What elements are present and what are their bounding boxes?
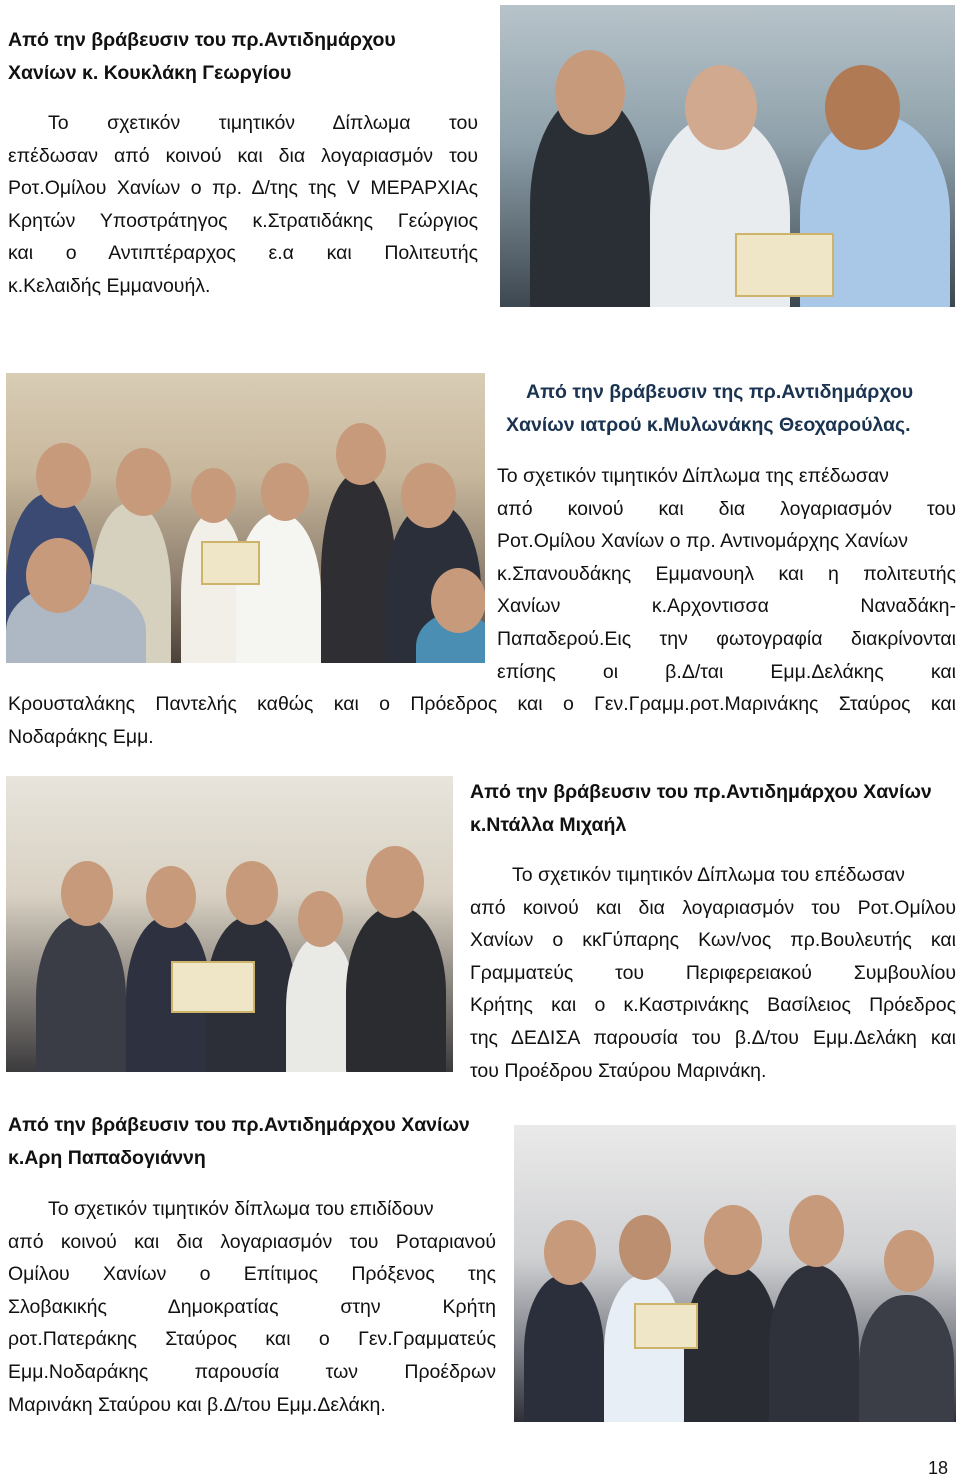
body-line: Κρουσταλάκης Παντελής καθώς και ο Πρόεδρος και ο Γεν.Γραμμ.ροτ.Μαρινάκης Σταύρος και (8, 693, 956, 715)
body-line: Χανίων ο κκΓύπαρης Κων/νος πρ.Βουλευτής και (470, 929, 956, 952)
award-photo-3 (6, 776, 453, 1072)
body-line: Το σχετικόν τιμητικόν Δίπλωμα της επέδωσαν (497, 465, 889, 487)
heading-line: κ.Αρη Παπαδογιάννη (8, 1146, 206, 1169)
section1-body (8, 107, 478, 303)
body-line: Κρήτης και ο κ.Καστρινάκης Βασίλειος Πρόεδρος (470, 994, 956, 1017)
body-line: Το σχετικόν τιμητικόν δίπλωμα του επιδίδουν (48, 1198, 434, 1220)
body-line: επέδωσαν από κοινού και δια λογαριασμόν του (8, 144, 478, 167)
award-photo-2 (6, 373, 485, 663)
body-line: Το σχετικόν τιμητικόν Δίπλωμα του επέδωσαν (512, 864, 905, 886)
heading-line: Από την βράβευσιν του πρ.Αντιδημάρχου Χανίων (470, 781, 932, 803)
section4-body (8, 1193, 496, 1421)
body-line: από κοινού και δια λογαριασμόν του Ροταριανού (8, 1230, 496, 1253)
body-line: Νοδαράκης Εμμ. (8, 725, 154, 748)
section3-body (470, 859, 956, 1087)
heading-line: Από την βράβευσιν του πρ.Αντιδημάρχου Χανίων (8, 1114, 470, 1136)
body-line: και ο Αντιπτέραρχος ε.α και Πολιτευτής (8, 242, 478, 265)
body-line: κ.Κελαιδής Εμμανουήλ. (8, 274, 211, 297)
body-line: της ΔΕΔΙΣΑ παρουσία του β.Δ/του Εμμ.Δελάκη και (470, 1026, 956, 1049)
body-line: Κρητών Υποστράτηγος κ.Στρατιδάκης Γεώργιος (8, 209, 478, 232)
body-line: από κοινού και δια λογαριασμόν του (497, 497, 956, 520)
award-photo-4 (514, 1125, 956, 1422)
body-line: Μαρινάκη Σταύρου και β.Δ/του Εμμ.Δελάκη. (8, 1393, 386, 1416)
body-line: Εμμ.Νοδαράκης παρουσία των Προέδρων (8, 1360, 496, 1383)
award-photo-1 (500, 5, 955, 307)
page-number: 18 (928, 1458, 949, 1478)
section2-body (497, 460, 956, 688)
body-line: Ροτ.Ομίλου Χανίων ο πρ. Δ/της της V ΜΕΡΑΡΧΙΑς (8, 177, 478, 200)
heading-line: κ.Ντάλλα Μιχαήλ (470, 813, 627, 836)
body-line: Ροτ.Ομίλου Χανίων ο πρ. Αντινομάρχης Χανίων (497, 530, 909, 553)
heading-line: Από την βράβευσιν του πρ.Αντιδημάρχου (8, 29, 396, 51)
body-line: Ομίλου Χανίων ο Επίτιμος Πρόξενος της (8, 1263, 496, 1286)
body-line: του Προέδρου Σταύρου Μαρινάκη. (470, 1059, 767, 1082)
section1-heading (8, 24, 488, 89)
body-line: επίσης οι β.Δ/ται Εμμ.Δελάκης και (497, 660, 956, 683)
heading-line: Από την βράβευσιν της πρ.Αντιδημάρχου (526, 381, 914, 403)
body-line: Γραμματεύς του Περιφερειακού Συμβουλίου (470, 961, 956, 984)
section3-heading (470, 776, 956, 841)
section4-heading (8, 1109, 498, 1174)
heading-line: Χανίων ιατρού κ.Μυλωνάκης Θεοχαρούλας. (506, 413, 911, 436)
heading-line: Χανίων κ. Κουκλάκη Γεωργίου (8, 61, 292, 84)
body-line: Σλοβακικής Δημοκρατίας στην Κρήτη (8, 1295, 496, 1318)
section2-heading (506, 376, 956, 441)
body-line: Παπαδερού.Εις την φωτογραφία διακρίνονται (497, 627, 956, 650)
body-line: Χανίων κ.Αρχοντισσα Ναναδάκη- (497, 595, 956, 618)
body-line: Το σχετικόν τιμητικόν Δίπλωμα του (48, 112, 478, 134)
section2-body-full (8, 688, 956, 753)
body-line: κ.Σπανουδάκης Εμμανουηλ και η πολιτευτής (497, 562, 956, 585)
body-line: από κοινού και δια λογαριασμόν του Ροτ.Ομίλου (470, 896, 956, 919)
body-line: ροτ.Πατεράκης Σταύρος και ο Γεν.Γραμματεύς (8, 1328, 496, 1351)
